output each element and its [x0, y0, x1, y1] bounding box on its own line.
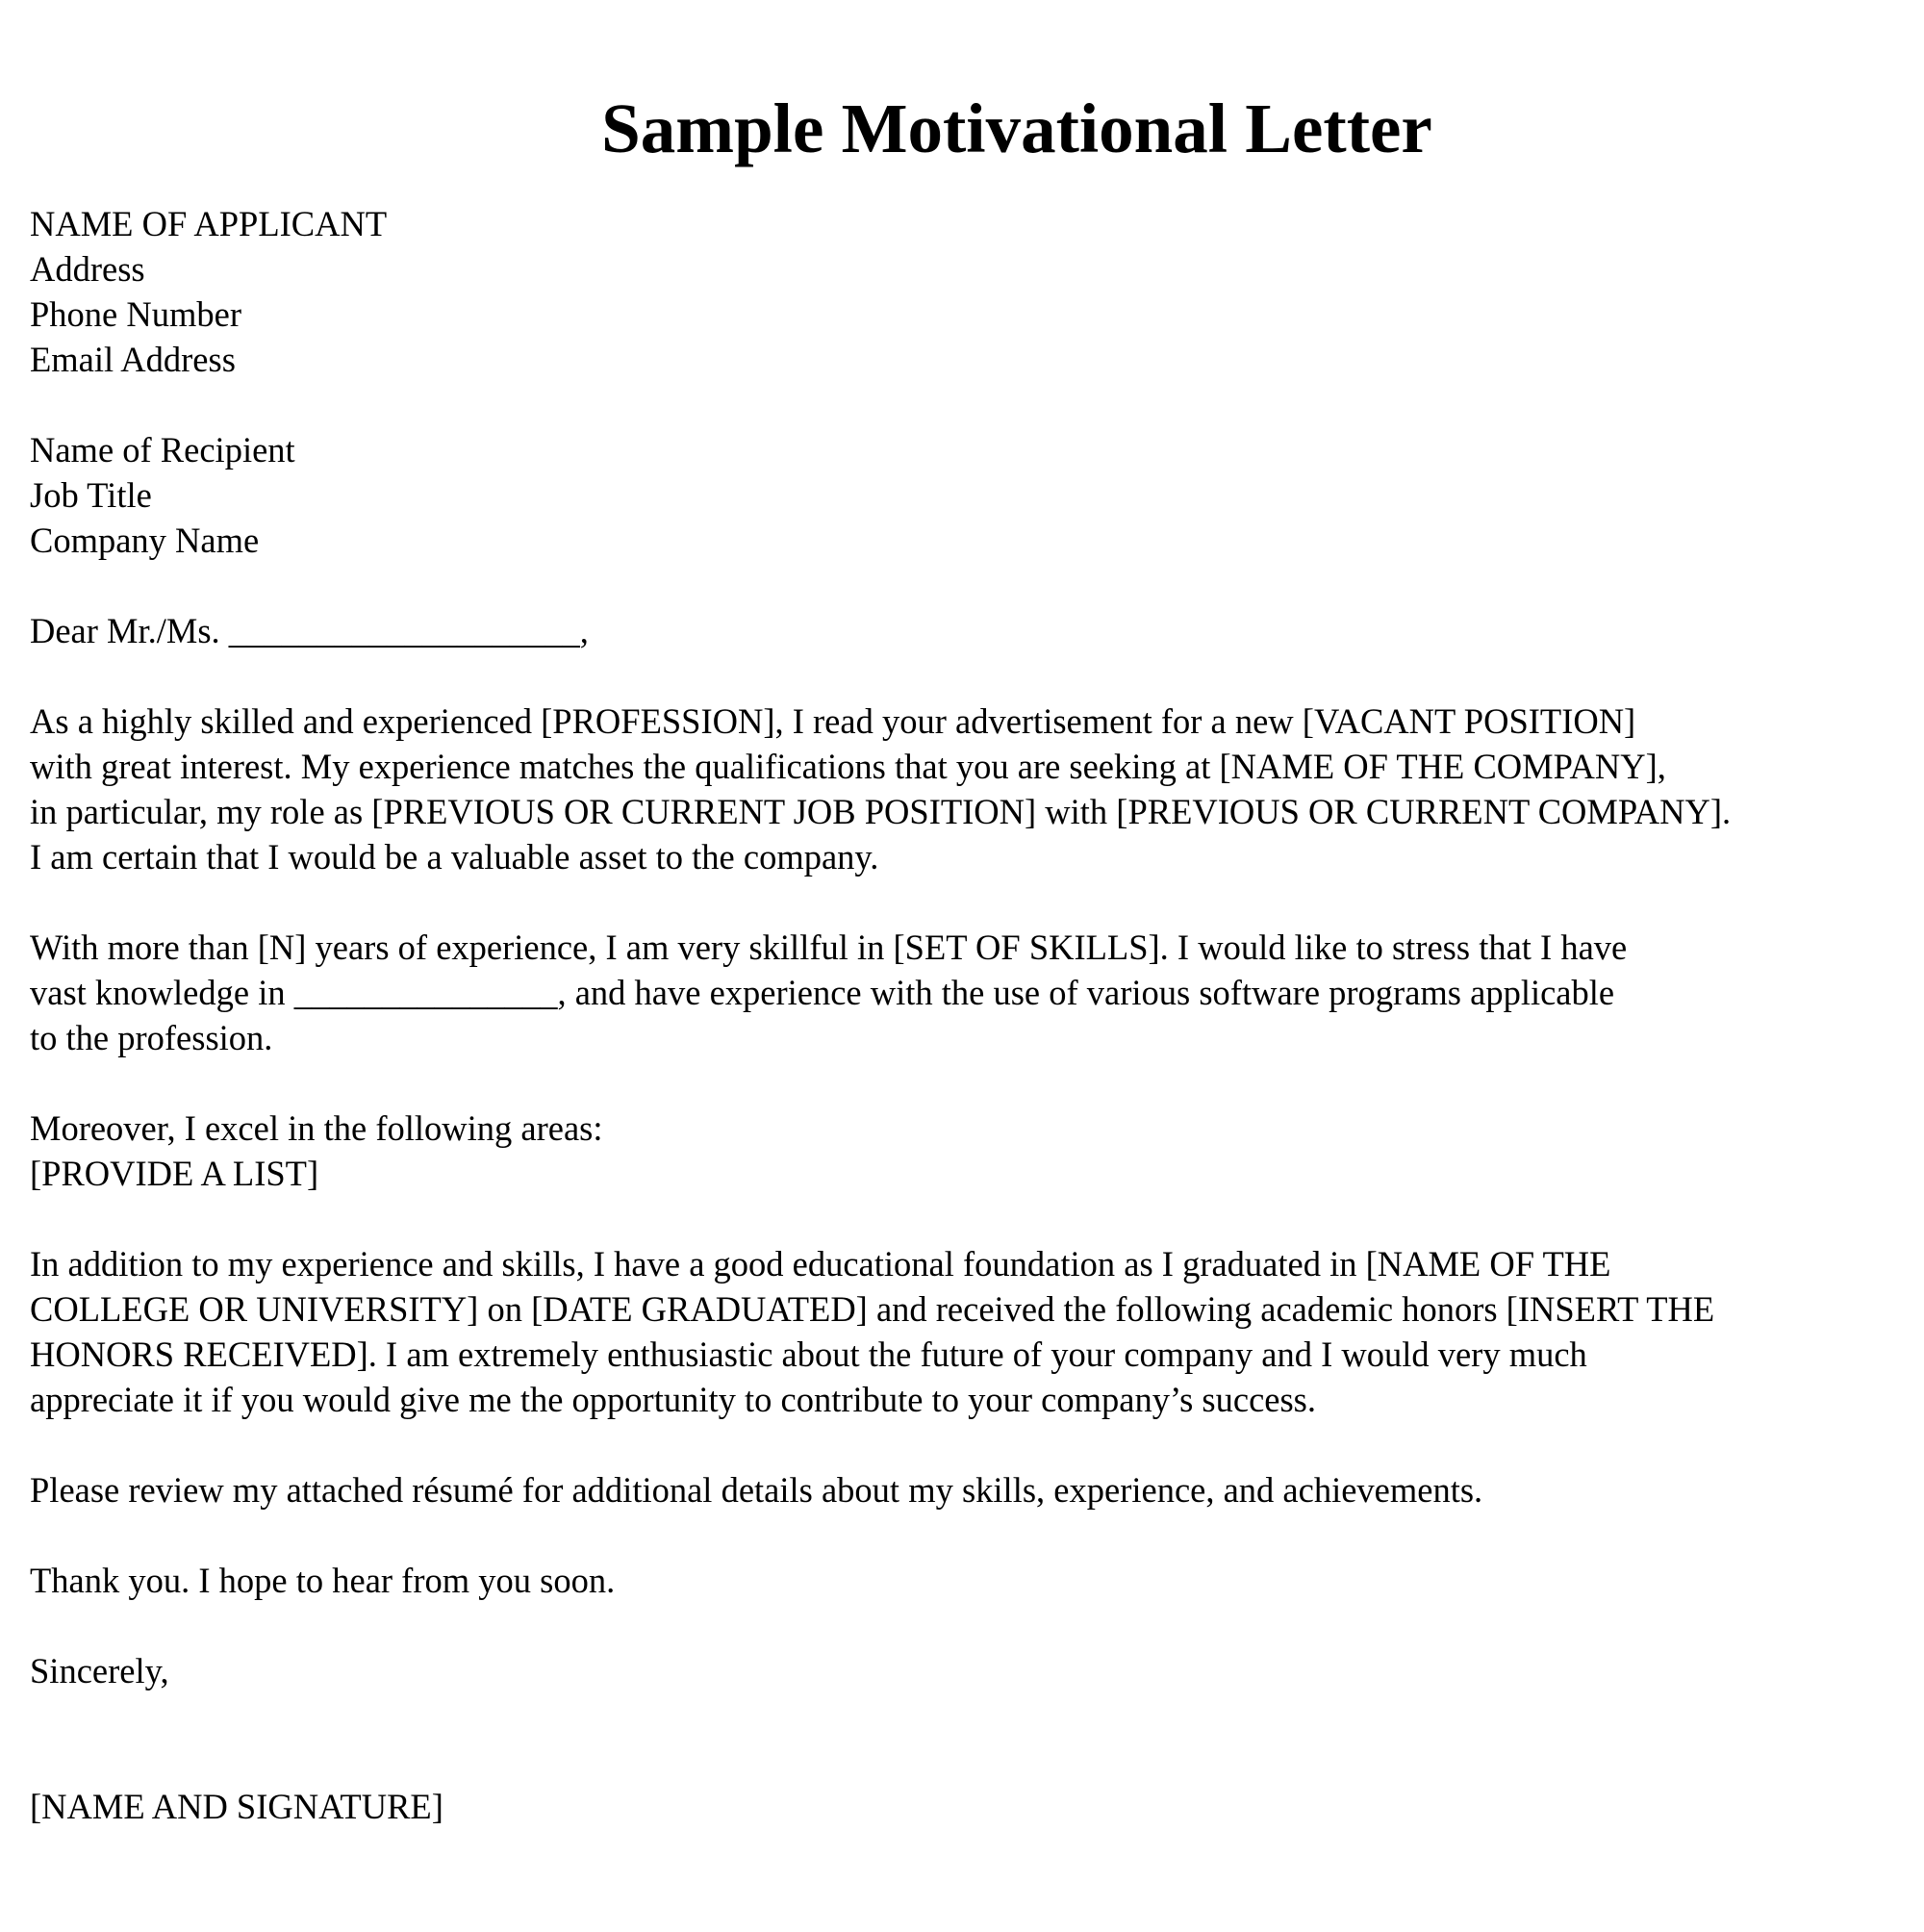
paragraph-line: appreciate it if you would give me the opportunity to contribute to your company’s success.: [30, 1380, 1317, 1419]
paragraph-resume: [30, 1467, 1915, 1513]
paragraph-line: In addition to my experience and skills, I have a good educational foundation as I graduated in [NAME OF THE: [30, 1244, 1611, 1284]
sender-phone: Phone Number: [30, 294, 241, 334]
paragraph-line: [PROVIDE A LIST]: [30, 1154, 319, 1193]
spacer: [30, 563, 1915, 608]
paragraph-line: With more than [N] years of experience, I am very skillful in [SET OF SKILLS]. I would like to stress that I have: [30, 928, 1628, 967]
paragraph-areas: [30, 1106, 1915, 1196]
paragraph-education: [30, 1241, 1915, 1422]
sender-name: NAME OF APPLICANT: [30, 204, 388, 243]
spacer: [30, 1422, 1915, 1467]
recipient-block: [30, 427, 1915, 563]
paragraph-line: As a highly skilled and experienced [PROFESSION], I read your advertisement for a new [VACANT POSITION]: [30, 701, 1636, 741]
recipient-job-title: Job Title: [30, 475, 152, 515]
paragraph-line: HONORS RECEIVED]. I am extremely enthusiastic about the future of your company and I would very much: [30, 1335, 1587, 1374]
spacer: [30, 382, 1915, 427]
paragraph-intro: [30, 699, 1915, 879]
paragraph-line: with great interest. My experience matches the qualifications that you are seeking at [NAME OF THE COMPANY],: [30, 747, 1666, 786]
paragraph-line: Thank you. I hope to hear from you soon.: [30, 1561, 616, 1600]
paragraph-line: in particular, my role as [PREVIOUS OR CURRENT JOB POSITION] with [PREVIOUS OR CURRENT COMPANY].: [30, 792, 1732, 831]
spacer: [30, 1060, 1915, 1106]
paragraph-thanks: [30, 1558, 1915, 1603]
paragraph-line: I am certain that I would be a valuable asset to the company.: [30, 837, 879, 877]
paragraph-line: Moreover, I excel in the following areas:: [30, 1108, 603, 1148]
paragraph-line: Please review my attached résumé for additional details about my skills, experience, and achievements.: [30, 1470, 1483, 1510]
spacer: [30, 1603, 1915, 1648]
spacer: [30, 1196, 1915, 1241]
recipient-name: Name of Recipient: [30, 430, 295, 470]
paragraph-line: vast knowledge in _______________, and have experience with the use of various software programs applicable: [30, 973, 1615, 1012]
sender-block: [30, 201, 1915, 382]
sender-email: Email Address: [30, 340, 236, 379]
paragraph-line: to the profession.: [30, 1018, 273, 1057]
paragraph-line: COLLEGE OR UNIVERSITY] on [DATE GRADUATED] and received the following academic honors [INSERT THE: [30, 1289, 1715, 1329]
closing: Sincerely,: [30, 1651, 169, 1690]
paragraph-experience: [30, 925, 1915, 1060]
recipient-company: Company Name: [30, 521, 260, 560]
spacer: [30, 653, 1915, 699]
spacer: [30, 879, 1915, 925]
salutation: Dear Mr./Ms. ____________________,: [30, 611, 589, 650]
letter-body: [30, 201, 1915, 1829]
letter-title: Sample Motivational Letter: [601, 89, 1432, 167]
signature: [NAME AND SIGNATURE]: [30, 1787, 443, 1826]
sender-address: Address: [30, 249, 145, 289]
signature-space: [30, 1693, 1915, 1784]
spacer: [30, 1513, 1915, 1558]
